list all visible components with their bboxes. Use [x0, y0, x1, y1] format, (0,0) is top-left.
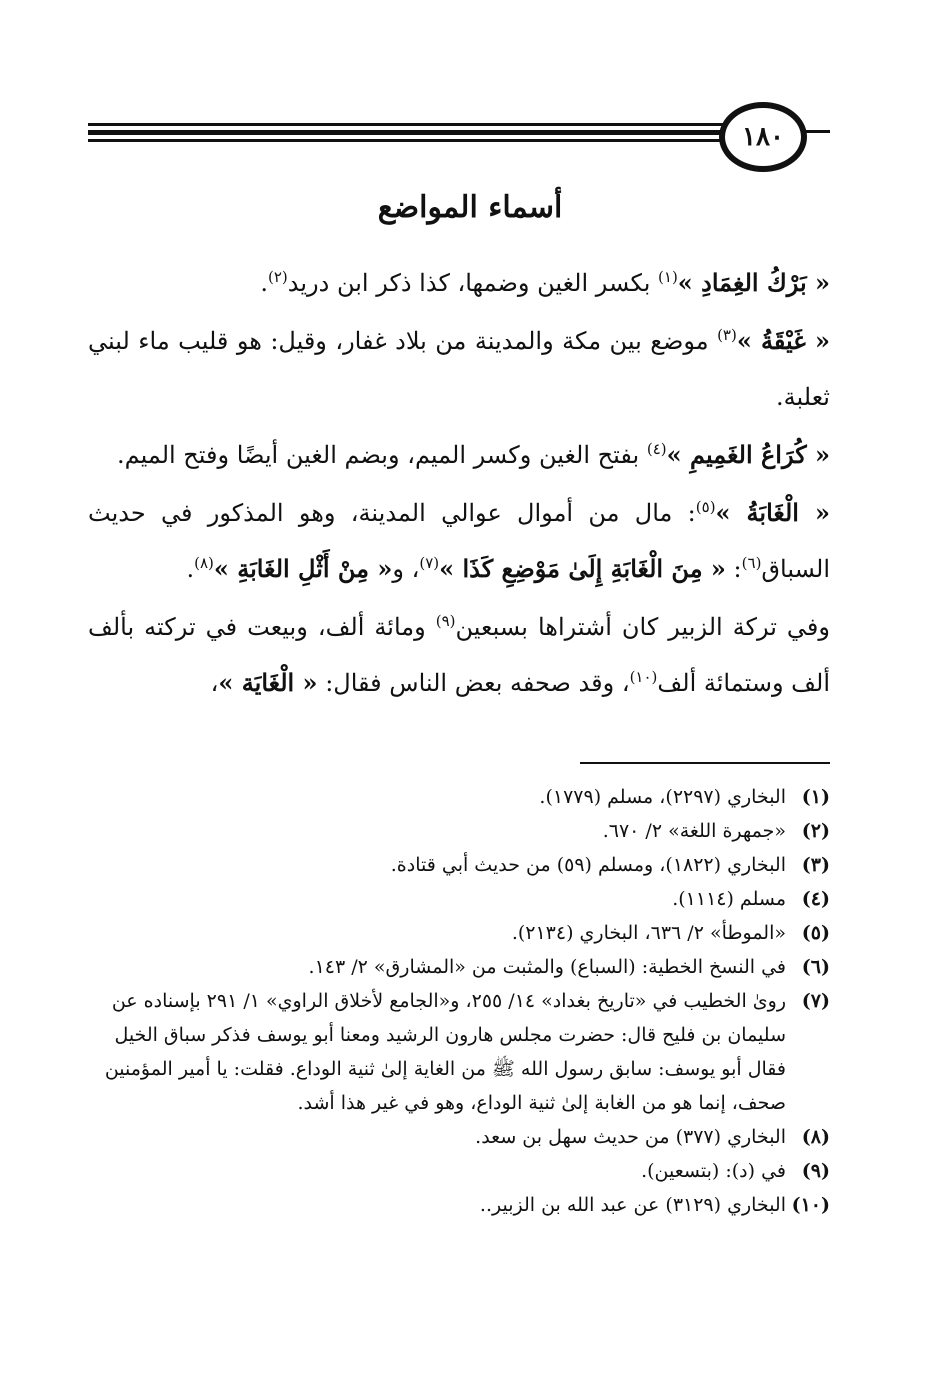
footnote [88, 984, 830, 1120]
footnote-text: في (د): (بتسعين). [641, 1160, 786, 1182]
footnote-ref: (٨) [194, 554, 214, 572]
footnote-text: «الموطأ» ٢/ ٦٣٦، البخاري (٢١٣٤). [511, 922, 786, 944]
entry-paragraph [88, 427, 830, 483]
footnote [88, 1188, 830, 1222]
entry-text: ، [210, 669, 219, 697]
footnote-number: (٧) [801, 990, 830, 1012]
footnote-text: روىٰ الخطيب في «تاريخ بغداد» ١٤/ ٢٥٥، و«الجامع لأخلاق الراوي» ١/ ٢٩١ بإسناده عن سليمان بن فليح قال: حضرت مجلس هارون الرشيد ومعنا أبو يوسف فذكر سباق الخيل فقال أبو يوسف: سابق رسول الله ﷺ من الغاية إلىٰ ثنية الوداع. فقلت: يا أمير المؤمنين صحف، إنما هو من الغابة إلىٰ ثنية الوداع، وهو في غير هذا أشد. [104, 990, 786, 1114]
footnote-number: (٩) [801, 1160, 830, 1182]
entry-text: : [725, 555, 742, 583]
entry-paragraph [88, 255, 830, 311]
rule-line [88, 130, 734, 135]
footnote [88, 916, 830, 950]
footnote-text: البخاري (٢٢٩٧)، مسلم (١٧٧٩). [539, 786, 786, 808]
footnote-number: (٨) [801, 1126, 830, 1148]
headword: « غَيْقَةُ » [736, 326, 830, 355]
rule-line [88, 139, 734, 142]
footnote-text: البخاري (٣١٢٩) عن عبد الله بن الزبير.. [479, 1194, 786, 1216]
footnote-number: (١٠) [791, 1194, 830, 1216]
footnote-ref: (٣) [717, 326, 737, 344]
footnote [88, 780, 830, 814]
entry-text: موضع بين مكة والمدينة من بلاد غفار، وقيل: هو قليب ماء لبني ثعلبة. [88, 327, 830, 411]
main-text [88, 255, 830, 711]
footnote [88, 950, 830, 984]
footnote-ref: (٦) [741, 554, 762, 572]
footnote-separator [580, 762, 830, 764]
footnote [88, 814, 830, 848]
footnote-text: البخاري (١٨٢٢)، ومسلم (٥٩) من حديث أبي قتادة. [390, 854, 786, 876]
entry-paragraph [88, 599, 830, 711]
hadith-quote: « مِنْ أَثْلِ الغَابَةِ » [213, 554, 393, 583]
entry-paragraph [88, 313, 830, 425]
footnote-text: «جمهرة اللغة» ٢/ ٦٧٠. [602, 820, 786, 842]
footnote [88, 848, 830, 882]
entry-text: بفتح الغين وكسر الميم، وبضم الغين أيضًا وفتح الميم. [116, 441, 647, 469]
footnote [88, 1154, 830, 1188]
headword: « الْغَايَة » [218, 668, 318, 697]
footnote-text: في النسخ الخطية: (السباع) والمثبت من «المشارق» ٢/ ١٤٣. [308, 956, 786, 978]
footnote-text: مسلم (١١١٤). [672, 888, 786, 910]
entry-text: ، وقد صحفه بعض الناس فقال: [317, 669, 630, 697]
entry-text: ومائة ألف، وبيعت في تركته بألف ألف وستمائة ألف [88, 613, 830, 697]
footnote-number: (٣) [801, 854, 830, 876]
rule-line [88, 123, 734, 126]
footnotes [88, 780, 830, 1222]
footnote-number: (١) [801, 786, 830, 808]
entry-text: : مال من أموال عوالي المدينة، وهو المذكور في حديث السباق [88, 499, 830, 583]
footnote [88, 1120, 830, 1154]
page-title: أسماء المواضع [377, 190, 563, 225]
footnote-ref: (٢) [267, 268, 288, 286]
footnote-ref: (٥) [695, 498, 716, 516]
entry-text: ، و [392, 555, 420, 583]
footnote-number: (٦) [801, 956, 830, 978]
footnote-number: (٥) [801, 922, 830, 944]
footnote-number: (٢) [801, 820, 830, 842]
headword: « بَرْكُ الغِمَادِ » [677, 268, 830, 297]
footnote-ref: (١٠) [629, 668, 658, 686]
footnote-ref: (٩) [435, 612, 456, 630]
entry-text: . [186, 555, 195, 583]
page-number [719, 102, 807, 172]
entry-text: وفي تركة الزبير كان أشتراها بسبعين [455, 613, 830, 641]
headword: « الْغَابَةُ » [715, 498, 830, 527]
footnote-ref: (١) [658, 268, 678, 286]
entry-text: . [260, 269, 268, 297]
footnote-text: البخاري (٣٧٧) من حديث سهل بن سعد. [475, 1126, 786, 1148]
entry-paragraph [88, 485, 830, 597]
footnote-number: (٤) [801, 888, 830, 910]
page-number-text: ١٨٠ [742, 122, 784, 152]
footnote [88, 882, 830, 916]
hadith-quote: « مِنَ الْغَابَةِ إِلَىٰ مَوْضِعِ كَذَا » [439, 554, 726, 583]
footnote-ref: (٤) [646, 440, 667, 458]
entry-text: بكسر الغين وضمها، كذا ذكر ابن دريد [287, 269, 659, 297]
footnote-ref: (٧) [419, 554, 440, 572]
headword: « كُرَاعُ الغَمِيمِ » [666, 440, 830, 469]
